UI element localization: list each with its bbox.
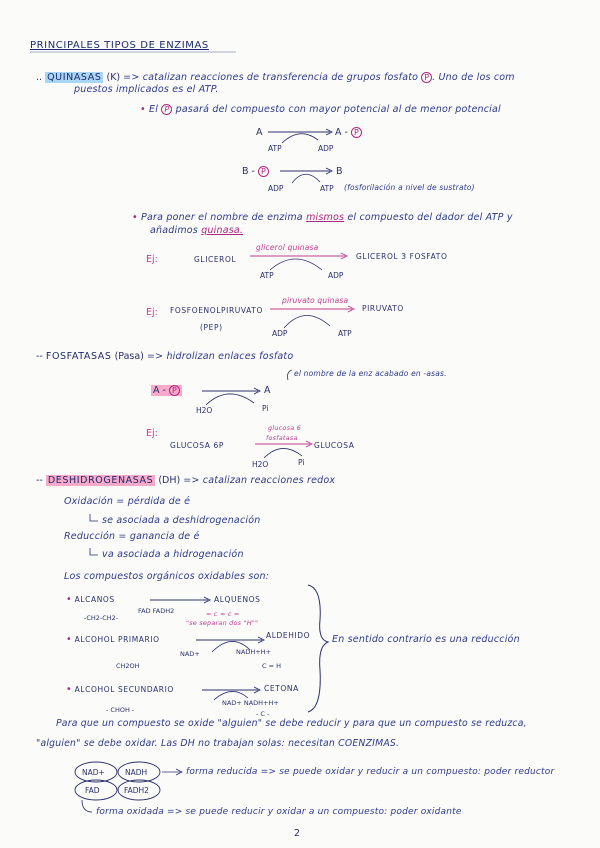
- dh-abbr: (DH): [158, 475, 181, 486]
- page-title: PRINCIPALES TIPOS DE ENZIMAS: [30, 40, 209, 51]
- fosfatasas-def-row: [36, 351, 293, 363]
- c1-note-1: = c = c =: [206, 610, 240, 618]
- ex2-label: Ej:: [146, 307, 158, 318]
- r1-atp: ATP: [268, 144, 282, 153]
- kinasas-heading: QUINASAS: [47, 72, 102, 83]
- bullet-dot: •: [66, 684, 72, 695]
- red-assoc: va asociada a hidrogenación: [102, 549, 244, 560]
- para1-line1: Para que un compuesto se oxide "alguien" se debe reducir y para que un compuesto se reduzca,: [56, 718, 527, 729]
- note-bracket: [288, 370, 293, 380]
- r2-right: B: [336, 166, 343, 177]
- hook-red: [90, 548, 98, 555]
- fosfatasa-h2o: H2O: [196, 406, 213, 415]
- ex2-left-abbr: (PEP): [200, 323, 223, 332]
- fosfatasa-ex-h2o: H2O: [252, 460, 269, 469]
- ex2-adp: ADP: [272, 329, 288, 338]
- c3-cof: NAD+ NADH+H+: [222, 699, 279, 707]
- c1-formula: -CH2-CH2-: [84, 614, 119, 622]
- coenz-fad: FAD: [85, 786, 100, 795]
- red-label: Reducción =: [64, 531, 127, 542]
- fosfatasas-heading: FOSFATASAS: [45, 351, 112, 362]
- phosphate-circle-icon: P: [169, 385, 180, 396]
- bullet2-line2-b: quinasa.: [201, 225, 244, 236]
- oxidized-form: forma oxidada => se puede reducir y oxidar a un compuesto: poder oxidante: [96, 807, 462, 817]
- dash-marker: ..: [36, 72, 43, 83]
- bullet2-a: Para poner el nombre de enzima: [141, 212, 303, 223]
- fosfatasas-def: => hidrolizan enlaces fosfato: [146, 351, 294, 362]
- kinasas-bullet2-line2: [150, 225, 243, 237]
- ex2-atp: ATP: [338, 329, 352, 338]
- fosfatasa-ex-pi: Pi: [298, 458, 305, 467]
- c2-left: ALCOHOL PRIMARIO: [74, 635, 160, 644]
- coenz-nadh: NADH: [125, 768, 148, 777]
- ex2-left: FOSFOENOLPIRUVATO: [170, 306, 263, 315]
- compounds-brace: [308, 585, 328, 712]
- bullet2-b: mismos: [306, 212, 345, 223]
- page-number: 2: [294, 828, 301, 839]
- kinasas-bullet2-line1: [132, 212, 513, 224]
- kinasas-def-line2: puestos implicados es el ATP.: [74, 84, 219, 95]
- reaction-arrow-kinase-2: [280, 168, 332, 183]
- brace-note: En sentido contrario es una reducción: [332, 634, 520, 645]
- phosphate-circle-icon: P: [421, 72, 432, 83]
- dash-marker: --: [36, 475, 43, 486]
- ox-row: [64, 496, 190, 508]
- r1-right-label: A -: [335, 127, 348, 138]
- kinasas-def: => catalizan reacciones de transferencia de grupos fosfato: [123, 72, 419, 83]
- bullet-dot: •: [66, 594, 72, 605]
- c2-cof-right: NADH+H+: [236, 648, 271, 656]
- arrow-alcanos: [150, 597, 210, 603]
- c1-row: [66, 594, 115, 606]
- coenz-nad: NAD+: [82, 768, 105, 777]
- ox-assoc: se asociada a deshidrogenación: [102, 515, 261, 526]
- bullet2-c: el compuesto del dador del ATP y: [347, 212, 513, 223]
- fosfatasa-ex-label: Ej:: [146, 428, 158, 439]
- reduced-form: forma reducida => se puede oxidar y reducir a un compuesto: poder reductor: [186, 767, 555, 777]
- c1-left: ALCANOS: [74, 595, 115, 604]
- c2-row: [66, 634, 160, 646]
- compounds-intro: Los compuestos orgánicos oxidables son:: [64, 571, 270, 582]
- bullet-dot: •: [140, 104, 146, 115]
- c1-right: ALQUENOS: [214, 595, 261, 604]
- phosphate-circle-icon: P: [258, 166, 269, 177]
- r2-adp: ADP: [268, 184, 284, 193]
- fosfatasa-r-left-label: A -: [153, 385, 166, 396]
- c2-formula-right: C = H: [262, 662, 282, 670]
- bullet1-text: pasará del compuesto con mayor potencial al de menor potencial: [175, 104, 501, 115]
- fosfatasas-note: el nombre de la enz acabado en -asas.: [294, 369, 447, 378]
- kinasas-def-end: . Uno de los com: [432, 72, 515, 83]
- fosfatasa-ex-enzyme2: fosfatasa: [266, 434, 298, 442]
- ex1-label: Ej:: [146, 254, 158, 265]
- c3-row: [66, 684, 174, 696]
- c1-note-2: "se separan dos "H"": [186, 619, 259, 627]
- ox-label: Oxidación =: [64, 496, 125, 507]
- r2-left: [242, 166, 269, 178]
- ex1-adp: ADP: [328, 271, 344, 280]
- phosphate-circle-icon: P: [351, 127, 362, 138]
- dash-marker: --: [36, 351, 43, 362]
- dh-def: => catalizan reacciones redox: [183, 475, 336, 486]
- c3-formula-left: - CHOH -: [106, 706, 135, 714]
- phosphate-circle-icon: P: [161, 104, 172, 115]
- dh-def-row: [36, 475, 335, 487]
- ex2-right: PIRUVATO: [362, 304, 404, 313]
- r2-note: (fosforilación a nivel de sustrato): [344, 183, 475, 192]
- ex1-left: GLICEROL: [194, 255, 237, 264]
- ox-def: pérdida de é: [127, 496, 191, 507]
- r1-adp: ADP: [318, 144, 334, 153]
- bullet-dot: •: [132, 212, 138, 223]
- ex1-right: GLICEROL 3 FOSFATO: [356, 252, 448, 261]
- red-def: ganancia de é: [129, 531, 200, 542]
- ex2-enzyme: piruvato quinasa: [282, 296, 349, 305]
- reaction-arrow-glicerol: [250, 253, 347, 270]
- fosfatasa-pi: Pi: [262, 404, 269, 413]
- bullet2-line2-a: añadimos: [150, 225, 198, 236]
- r1-left: A: [256, 127, 263, 138]
- fosfatasa-ex-left: GLUCOSA 6P: [170, 441, 224, 450]
- red-row: [64, 531, 200, 543]
- fosfatasa-ex-right: GLUCOSA: [314, 441, 355, 450]
- ex1-enzyme: glicerol quinasa: [256, 243, 319, 252]
- c2-cof-left: NAD+: [180, 650, 200, 658]
- hook-ox: [90, 514, 98, 521]
- r2-atp: ATP: [320, 184, 334, 193]
- r1-right: [335, 127, 362, 139]
- c2-right: ALDEHIDO: [266, 631, 311, 640]
- bullet1-pre: El: [149, 104, 159, 115]
- dh-heading: DESHIDROGENASAS: [47, 475, 154, 486]
- fosfatasa-r-right: A: [264, 385, 271, 396]
- c2-formula-left: CH2OH: [116, 662, 140, 670]
- c3-formula-right: - C -: [256, 710, 270, 718]
- para1-line2: "alguien" se debe oxidar. Las DH no trabajan solas: necesitan COENZIMAS.: [36, 738, 400, 749]
- reaction-arrow-fosfatasa: [202, 388, 260, 405]
- c1-cofactor: FAD FADH2: [138, 607, 175, 615]
- fosfatasa-r-left: [151, 385, 182, 397]
- fosfatasas-abbr: (Pasa): [114, 351, 144, 362]
- r2-left-label: B -: [242, 166, 255, 177]
- reaction-arrow-kinase-1: [268, 129, 332, 143]
- c3-left: ALCOHOL SECUNDARIO: [74, 685, 174, 694]
- ex1-atp: ATP: [260, 271, 274, 280]
- bullet-dot: •: [66, 634, 72, 645]
- reaction-arrow-pep: [270, 306, 354, 328]
- kinasas-abbr: (K): [106, 72, 121, 83]
- kinasas-def-row: [36, 72, 515, 84]
- kinasas-bullet1: [140, 104, 501, 116]
- fosfatasa-ex-enzyme1: glucosa 6: [268, 424, 301, 432]
- c3-right: CETONA: [264, 684, 299, 693]
- coenz-fadh2: FADH2: [124, 786, 149, 795]
- fosfatasa-substrate: [151, 385, 182, 396]
